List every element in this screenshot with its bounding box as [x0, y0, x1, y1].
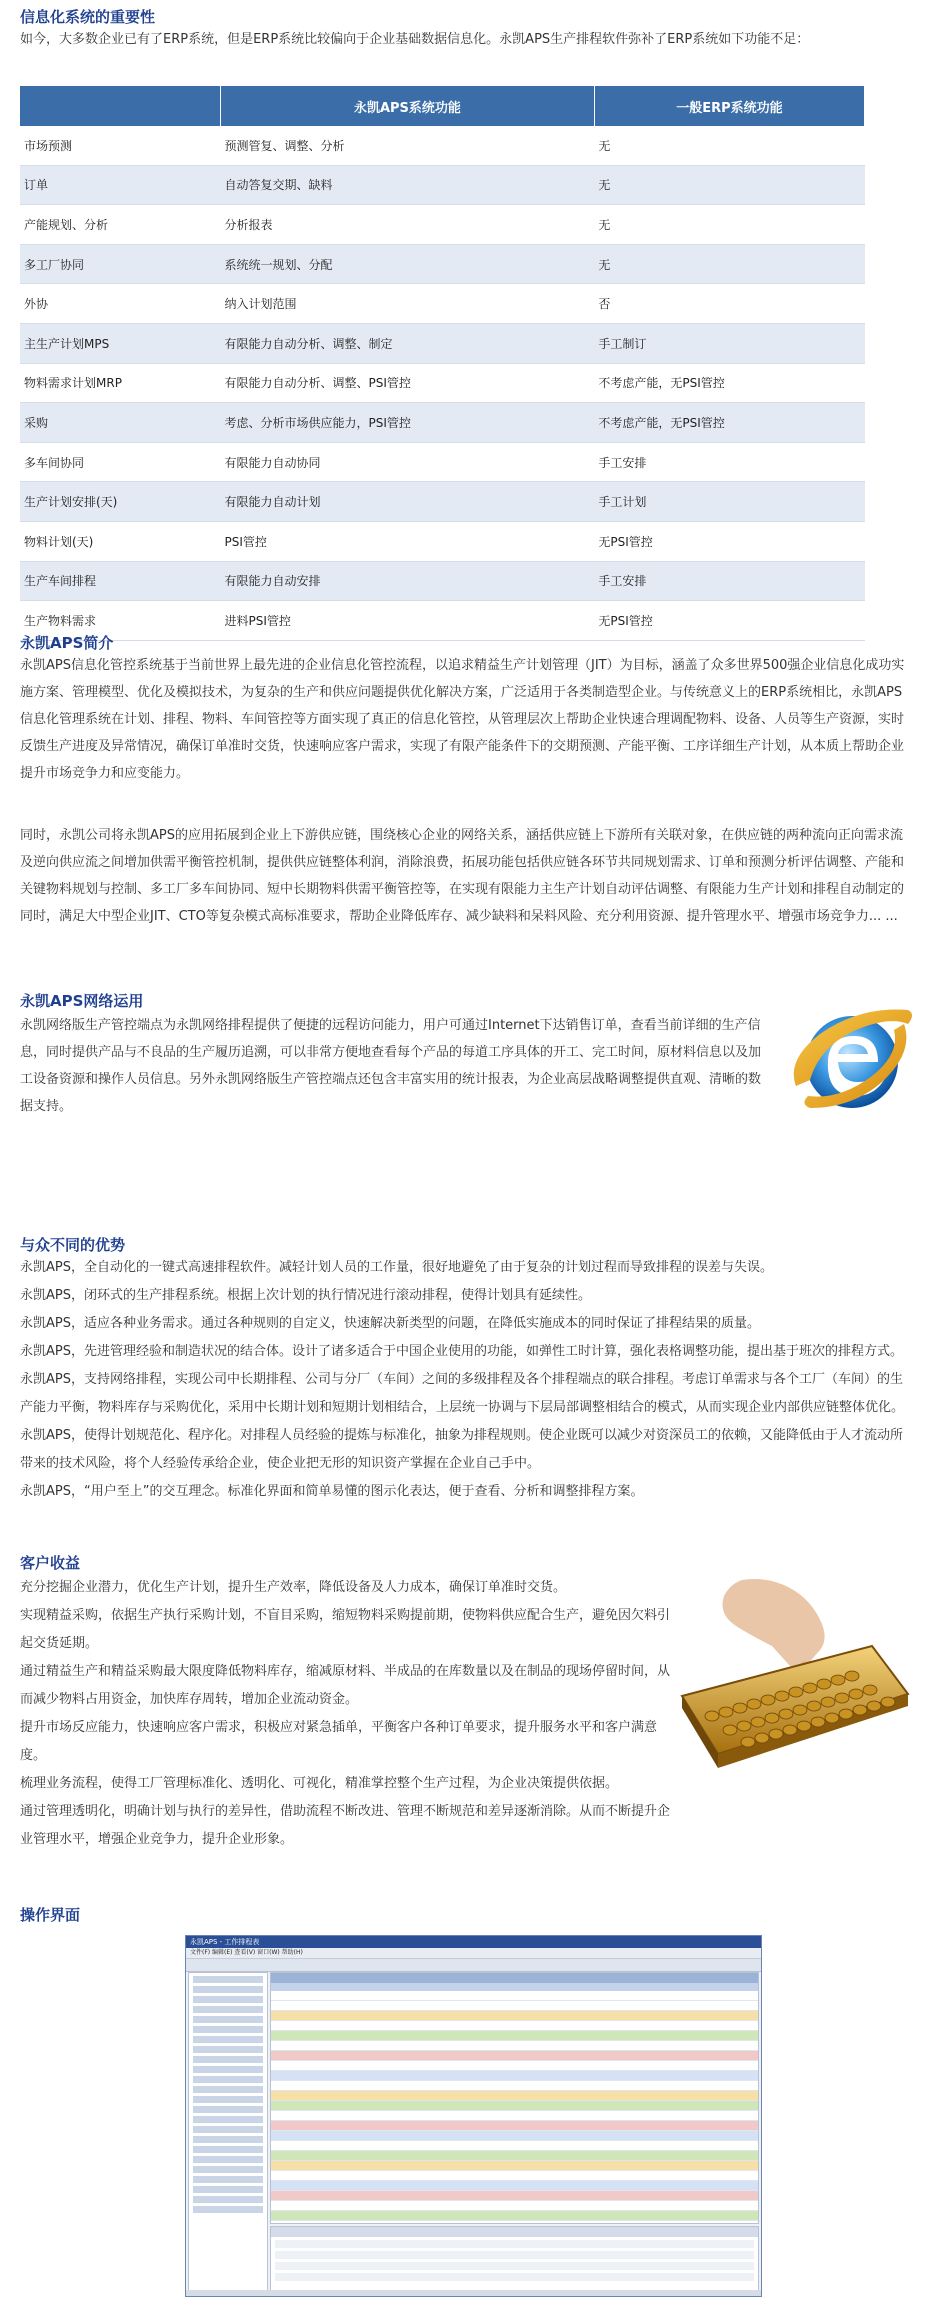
screenshot-statusbar — [186, 2290, 761, 2296]
table-cell: 手工计划 — [594, 482, 864, 522]
intro-paragraph-2: 同时，永凯公司将永凯APS的应用拓展到企业上下游供应链，围绕核心企业的网络关系，涵括供应链上下游所有关联对象，在供应链的两种流向正向需求流及逆向供应流之间增加供需平衡管控机制，提供供应链整体利润，消除浪费，拓展功能包括供应链各环节共同规划需求、订单和预测分析评估调整、产能和关键物料规划与控制、多工厂多车间协同、短中长期物料供需平衡管控等，在实现有限能力主生产计划自动评估调整、有限能力生产计划和排程自动制定的同时，满足大中型企业JIT、CTO等复杂模式高标准要求，帮助企业降低库存、减少缺料和呆料风险、充分利用资源、提升管理水平、增强市场竞争力... ... — [20, 828, 905, 924]
table-cell: 分析报表 — [220, 205, 594, 245]
table-cell: 有限能力自动分析、调整、制定 — [220, 323, 594, 363]
list-item: 永凯APS，全自动化的一键式高速排程软件。减轻计划人员的工作量，很好地避免了由于复杂的计划过程而导致排程的误差与失误。 — [20, 1260, 773, 1275]
table-row — [20, 482, 865, 522]
table-cell: 手工安排 — [594, 561, 864, 601]
table-row — [20, 165, 865, 205]
list-item: 永凯APS，使得计划规范化、程序化。对排程人员经验的提炼与标准化，抽象为排程规则。使企业既可以减少对资深员工的依赖，又能降低由于人才流动所带来的技术风险，将个人经验传承给企业，使企业把无形的知识资产掌握在企业自己手中。 — [20, 1428, 903, 1471]
section-title-advantages: 与众不同的优势 — [20, 1236, 126, 1254]
table-cell: 有限能力自动安排 — [220, 561, 594, 601]
section-title-network: 永凯APS网络运用 — [20, 992, 144, 1010]
table-cell: PSI管控 — [220, 521, 594, 561]
table-row — [20, 442, 865, 482]
list-item: 提升市场反应能力，快速响应客户需求，积极应对紧急插单，平衡客户各种订单要求，提升服务水平和客户满意度。 — [20, 1720, 658, 1763]
screenshot-detail-panel — [270, 2226, 759, 2292]
table-cell: 有限能力自动分析、调整、PSI管控 — [220, 363, 594, 403]
table-cell: 不考虑产能，无PSI管控 — [594, 363, 864, 403]
section-title-importance: 信息化系统的重要性 — [20, 8, 156, 26]
table-cell: 无 — [594, 126, 864, 165]
table-header-cell: 永凯APS系统功能 — [220, 86, 594, 126]
table-body — [20, 126, 865, 640]
table-cell: 自动答复交期、缺料 — [220, 165, 594, 205]
table-cell: 考虑、分析市场供应能力，PSI管控 — [220, 403, 594, 443]
table-cell: 物料需求计划MRP — [20, 363, 220, 403]
table-cell: 多工厂协同 — [20, 244, 220, 284]
list-item: 永凯APS，“用户至上”的交互理念。标准化界面和简单易懂的图示化表达，便于查看、分析和调整排程方案。 — [20, 1484, 644, 1499]
table-row — [20, 561, 865, 601]
screenshot-tree-panel — [188, 1972, 268, 2292]
list-item: 通过管理透明化，明确计划与执行的差异性，借助流程不断改进、管理不断规范和差异逐渐消除。从而不断提升企业管理水平，增强企业竞争力，提升企业形象。 — [20, 1804, 671, 1847]
screenshot-schedule-grid — [270, 1972, 759, 2224]
table-cell: 纳入计划范围 — [220, 284, 594, 324]
section-title-interface: 操作界面 — [20, 1906, 81, 1924]
table-cell: 产能规划、分析 — [20, 205, 220, 245]
table-cell: 无 — [594, 244, 864, 284]
table-cell: 主生产计划MPS — [20, 323, 220, 363]
table-row — [20, 205, 865, 245]
list-item: 永凯APS，先进管理经验和制造状况的结合体。设计了诸多适合于中国企业使用的功能，如弹性工时计算，强化表格调整功能，提出基于班次的排程方式。 — [20, 1344, 903, 1359]
table-row — [20, 323, 865, 363]
table-row — [20, 363, 865, 403]
section-title-benefits: 客户收益 — [20, 1554, 81, 1572]
table-cell: 物料计划(天) — [20, 521, 220, 561]
section-intro: 如今，大多数企业已有了ERP系统，但是ERP系统比较偏向于企业基础数据信息化。永凯APS生产排程软件弥补了ERP系统如下功能不足： — [20, 32, 810, 47]
table-cell: 无PSI管控 — [594, 521, 864, 561]
table-cell: 否 — [594, 284, 864, 324]
screenshot-menubar: 文件(F) 编辑(E) 查看(V) 窗口(W) 帮助(H) — [186, 1948, 761, 1959]
table-cell: 市场预测 — [20, 126, 220, 165]
software-screenshot — [185, 1935, 762, 2297]
screenshot-titlebar: 永凯APS - 工作排程表 — [186, 1936, 761, 1948]
comparison-table — [20, 86, 865, 641]
table-cell: 生产计划安排(天) — [20, 482, 220, 522]
list-item: 永凯APS，支持网络排程，实现公司中长期排程、公司与分厂（车间）之间的多级排程及各个排程端点的联合排程。考虑订单需求与各个工厂（车间）的生产能力平衡，物料库存与采购优化，采用中长期计划和短期计划相结合，上层统一协调与下层局部调整相结合的模式，从而实现企业内部供应链整体优化。 — [20, 1372, 905, 1415]
intro-paragraph-1: 永凯APS信息化管控系统基于当前世界上最先进的企业信息化管控流程，以追求精益生产计划管理（JIT）为目标，涵盖了众多世界500强企业信息化成功实施方案、管理模型、优化及模拟技术，为复杂的生产和供应问题提供优化解决方案，广泛适用于各类制造型企业。与传统意义上的ERP系统相比，永凯APS信息化管理系统在计划、排程、物料、车间管控等方面实现了真正的信息化管控，从管理层次上帮助企业快速合理调配物料、设备、人员等生产资源，实时反馈生产进度及异常情况，确保订单准时交货，快速响应客户需求，实现了有限产能条件下的交期预测、产能平衡、工序详细生产计划，从本质上帮助企业提升市场竞争力和应变能力。 — [20, 658, 905, 781]
table-cell: 采购 — [20, 403, 220, 443]
list-item: 充分挖掘企业潜力，优化生产计划，提升生产效率，降低设备及人力成本，确保订单准时交货。 — [20, 1580, 567, 1595]
list-item: 梳理业务流程，使得工厂管理标准化、透明化、可视化，精准掌控整个生产过程，为企业决策提供依据。 — [20, 1776, 619, 1791]
table-cell: 有限能力自动计划 — [220, 482, 594, 522]
abacus-image — [672, 1576, 912, 1786]
table-row — [20, 403, 865, 443]
network-paragraph: 永凯网络版生产管控端点为永凯网络排程提供了便捷的远程访问能力，用户可通过Internet下达销售订单，查看当前详细的生产信息，同时提供产品与不良品的生产履历追溯，可以非常方便地查看每个产品的每道工序具体的开工、完工时间，原材料信息以及加工设备资源和操作人员信息。另外永凯网络版生产管控端点还包含丰富实用的统计报表，为企业高层战略调整提供直观、清晰的数据支持。 — [20, 1018, 762, 1114]
table-cell: 手工制订 — [594, 323, 864, 363]
table-cell: 无PSI管控 — [594, 601, 864, 641]
list-item: 永凯APS，闭环式的生产排程系统。根据上次计划的执行情况进行滚动排程，使得计划具有延续性。 — [20, 1288, 591, 1303]
list-item: 通过精益生产和精益采购最大限度降低物料库存，缩减原材料、半成品的在库数量以及在制品的现场停留时间，从而减少物料占用资金，加快库存周转，增加企业流动资金。 — [20, 1664, 671, 1707]
table-cell: 订单 — [20, 165, 220, 205]
table-cell: 生产车间排程 — [20, 561, 220, 601]
table-cell: 手工安排 — [594, 442, 864, 482]
table-header-cell: 一般ERP系统功能 — [594, 86, 864, 126]
table-header-row — [20, 86, 865, 126]
list-item: 实现精益采购，依据生产执行采购计划，不盲目采购，缩短物料采购提前期，使物料供应配合生产，避免因欠料引起交货延期。 — [20, 1608, 671, 1651]
section-title-intro: 永凯APS简介 — [20, 634, 114, 652]
table-cell: 生产物料需求 — [20, 601, 220, 641]
table-cell: 系统统一规划、分配 — [220, 244, 594, 284]
internet-explorer-icon — [780, 1000, 920, 1120]
table-row — [20, 284, 865, 324]
advantages-list — [20, 1254, 910, 1506]
table-cell: 多车间协同 — [20, 442, 220, 482]
table-cell: 无 — [594, 165, 864, 205]
table-cell: 有限能力自动协同 — [220, 442, 594, 482]
table-cell: 无 — [594, 205, 864, 245]
table-cell: 不考虑产能，无PSI管控 — [594, 403, 864, 443]
table-cell: 预测管复、调整、分析 — [220, 126, 594, 165]
table-cell: 外协 — [20, 284, 220, 324]
list-item: 永凯APS，适应各种业务需求。通过各种规则的自定义，快速解决新类型的问题，在降低实施成本的同时保证了排程结果的质量。 — [20, 1316, 760, 1331]
table-row — [20, 126, 865, 165]
table-row — [20, 601, 865, 641]
table-cell: 进料PSI管控 — [220, 601, 594, 641]
benefits-list — [20, 1574, 670, 1854]
table-row — [20, 244, 865, 284]
screenshot-toolbar — [186, 1959, 761, 1972]
table-header-cell — [20, 86, 220, 126]
table-row — [20, 521, 865, 561]
